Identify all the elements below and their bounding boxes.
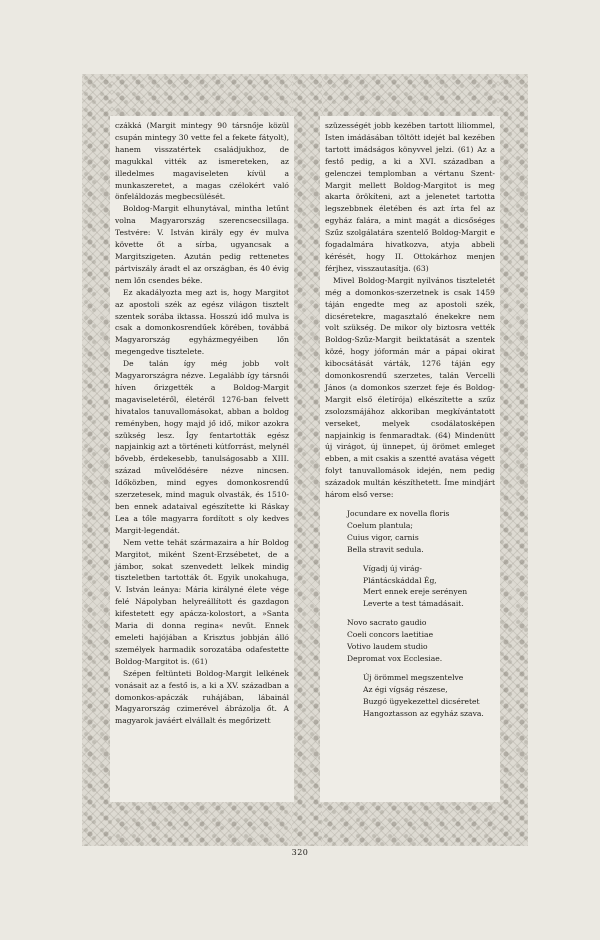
paragraph: Ez akadályozta meg azt is, hogy Margitot az apostoli szék az egész világon tisztelt szentek sorába iktassa. Hosszú idő mulva is csak a domonkosrendűek körében, továbbá Magyarország egyházmegyéiben lőn megengedve tisztelete.: [115, 287, 289, 357]
verse-stanza: [363, 563, 495, 611]
verse-line: Novo sacrato gaudio: [347, 618, 427, 628]
verse-line: Mert ennek ereje serényen: [363, 587, 468, 597]
verse-line: Cuius vigor, carnis: [347, 532, 419, 542]
verse-line: Bella stravit sedula.: [347, 544, 424, 554]
verse-line: Depromat vox Ecclesiae.: [347, 653, 443, 663]
ornament-band-center: [292, 74, 322, 846]
paragraph: czákká (Margit mintegy 90 társnője közül csupán mintegy 30 vette fel a fekete fátyolt), hanem visszatértek családjukhoz, de magukkal vitték az ismereteken, az illedelmes magaviseleten kívül a munkaszeretet, a magas czélokért való önfeláldozás megbecsülését.: [115, 121, 289, 202]
verse-line: Jocundare ex novella floris: [347, 509, 450, 518]
verse-line: Buzgó ügyekezettel dicséretet: [363, 696, 480, 706]
verse-line: Coelum plantula;: [347, 520, 413, 530]
ornament-band-right: [498, 74, 528, 846]
verse-line: Votivo laudem studio: [347, 642, 428, 652]
verse-stanza: [347, 508, 495, 556]
verse-line: Leverte a test támadásait.: [363, 599, 464, 609]
verse-line: Coeli concors laetitiae: [347, 630, 434, 640]
paragraph: De talán így még jobb volt Magyarországra nézve. Legalább így társnői híven őrizgették a Boldog-Margit magaviseletéről, életéről 1276-ban felvett hivatalos tanuvallomásokat, abban a boldog reményben, hogy majd jő idő, mikor azokra szükség lesz. Így fentartották egész napjainkig azt a történeti kútforrást, melynél bővebb, érdekesebb, tanulságosabb a XIII. század művelődésére nézve nincsen. Időközben, mind egyes domonkosrendű szerzetesek, mind maguk olvasták, és 1510-ben ennek adataival egészítette ki Ráskay Lea a tőle magyarra fordított s oly kedves Margit-legendát.: [115, 359, 289, 535]
verse-stanza: [363, 672, 495, 720]
verse-line: Az égi vígság részese,: [363, 684, 448, 694]
page-number: 320: [291, 848, 309, 857]
paragraph: Nem vette tehát származaira a hír Boldog Margitot, miként Szent-Erzsébetet, de a jámbor, sokat szenvedett lelkek mindig tiszteletben tartották őt. Egyik unokahuga, V. István leánya: Mária királyné élete vége felé Nápolyban helyreállított és gazdagon kifestetett egy apácza-kolostort, a »Santa Maria di donna regina« nevűt. Ennek emeleti hajójában a Krisztus jobbján álló személyek harmadik sorozatába odafestette Boldog-Margitot is. (61): [115, 537, 289, 666]
verse-line: Hangoztasson az egyház szava.: [363, 708, 484, 718]
left-text-column: [110, 116, 294, 802]
ornament-band-left: [82, 74, 112, 846]
verse-line: Új örömmel megszentelve: [363, 672, 464, 682]
paragraph: Boldog-Margit elhunytával, mintha letűnt volna Magyarország szerencsecsillaga. Testvére: V. István király egy év mulva követte őt a sírba, ugyancsak a Margitszigeten. Azután pedig rettenetes pártviszály áradt el az országban, és 40 évig nem lőn csendes béke.: [115, 204, 289, 285]
verse-line: Vígadj új virág-: [363, 563, 422, 573]
verse-stanza: [347, 617, 495, 665]
paragraph: Szépen feltünteti Boldog-Margit lelkének vonásait az a festő is, a ki a XV. században a domonkos-apáczák ruhájában, lábainál Magyarország czimerével ábrázolja őt. A magyarok javáért elvállalt és megőrizett: [115, 668, 289, 726]
paragraph: szüzességét jobb kezében tartott liliommel, Isten imádásában töltött idejét bal kezében tartott imádságos könyvvel jelzi. (61) Az a festő pedig, a ki a XVI. században a gelenczei templomban a vértanu Szent-Margit mellett Boldog-Margitot is meg akarta örökíteni, azt a jelenetet tartotta legszebbnek életében és azt írta fel az egyház falára, a mint magát a dicsőséges Szűz szolgálatára szentelő Boldog-Margit e fogadalmára hivatkozva, atyja abbeli kérését, hogy II. Ottokárhoz menjen férjhez, visszautasítja. (63): [325, 121, 495, 273]
right-text-column: [320, 116, 500, 802]
verse-line: Plántácskáddal Ég,: [363, 575, 437, 585]
paragraph: Mivel Boldog-Margit nyilvános tiszteletét még a domonkos-szerzetnek is csak 1459 táján engedte meg az apostoli szék, dicséretekre, magasztaló énekekre nem volt szükség. De mikor oly biztosra vették Boldog-Szűz-Margit beiktatását a szentek közé, hogy jóformán már a pápai okirat kibocsátását várták, 1276 táján egy domonkosrendű szerzetes, talán Vercelli János (a domonkos szerzet feje és Boldog-Margit első életírója) elkészítette a szűz zsolozsmájához akkoriban megkívántatott verseket, melyek csodálatosképen napjainkig is fenmaradtak. (64) Mindenütt új virágot, új ünnepet, új örömet emleget ebben, a mit csakis a szentté avatása végett folyt tanuvallomások idején, nem pedig századok multán készíthetett. Íme mindjárt három első verse:: [325, 275, 495, 500]
